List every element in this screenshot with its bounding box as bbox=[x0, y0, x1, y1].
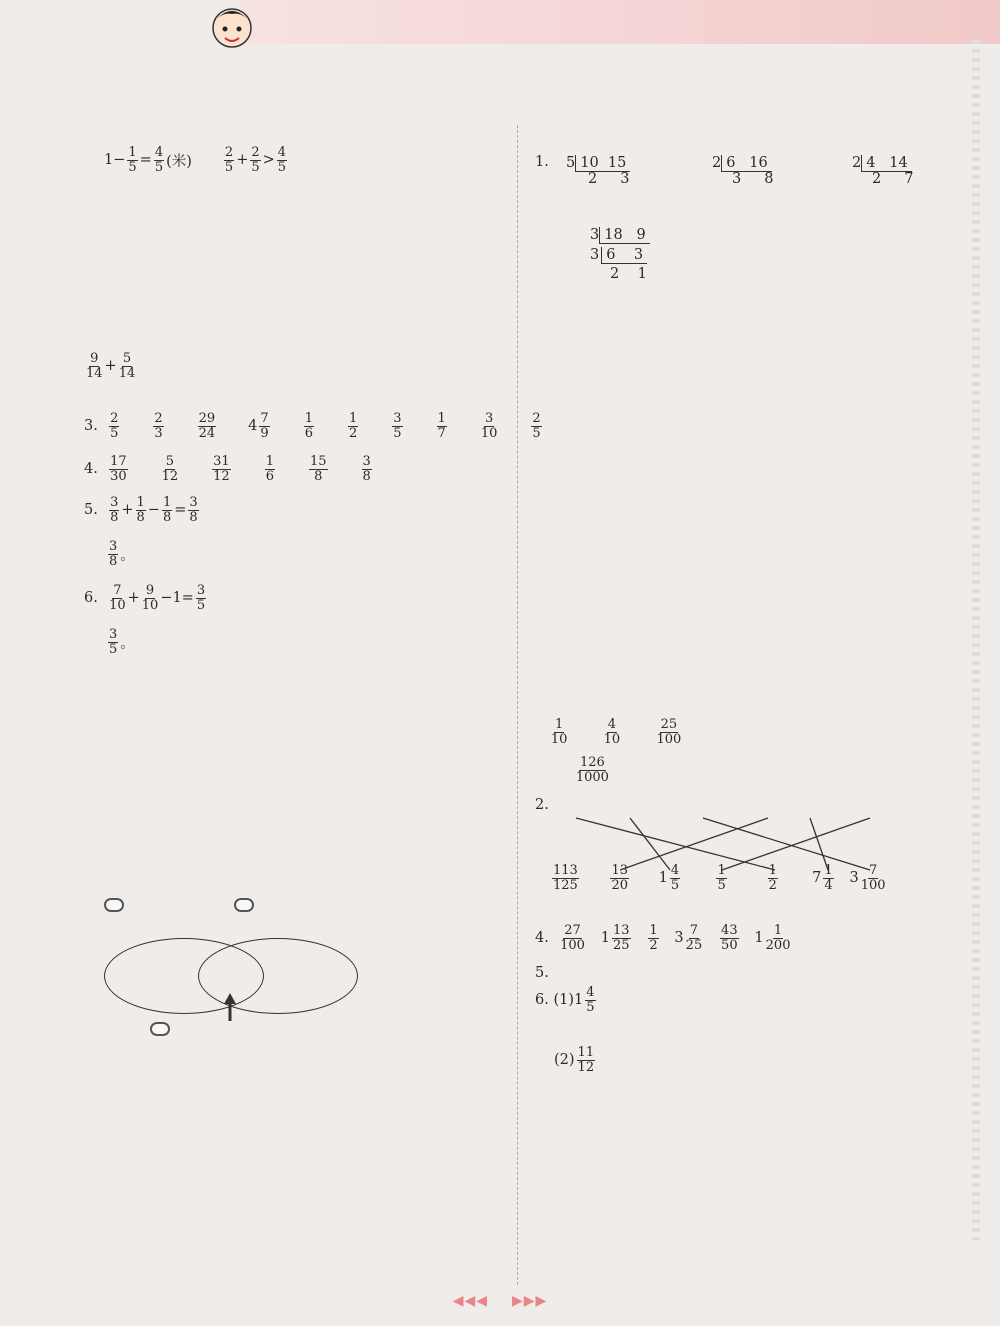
answer-6: 3 5 。 bbox=[109, 627, 135, 657]
question-6-2: (2) 11 12 bbox=[554, 1045, 595, 1075]
header-band bbox=[240, 0, 1000, 44]
question-1: 9 14 + 5 14 bbox=[86, 351, 136, 381]
question-3: 3. 2 5 2 3 29 24 4 7 9 1 6 1 2 3 5 1 7 3 10 2 5 bbox=[84, 411, 541, 441]
short-division: 5 10 15 2 3 bbox=[566, 155, 630, 187]
short-division: 2 4 14 2 7 bbox=[852, 155, 914, 187]
question-6: 6. 7 10 + 9 10 −1= 3 5 bbox=[84, 583, 206, 613]
mascot-icon bbox=[206, 2, 258, 60]
question-4: 4. 27 100 1 13 25 1 2 3 7 25 43 50 1 1 200 bbox=[535, 923, 791, 953]
label-box-common-multiples bbox=[150, 1022, 170, 1036]
label-box-multiples-6 bbox=[104, 898, 124, 912]
question-4: 4. 17 30 5 12 31 12 1 6 15 8 3 8 bbox=[84, 454, 371, 484]
next-arrows-icon: ▶▶▶ bbox=[512, 1292, 548, 1308]
short-division: 3 18 9 3 6 3 2 1 bbox=[590, 226, 650, 285]
question-6: 6. (1)1 4 5 bbox=[535, 985, 595, 1015]
formula-line: 1− 1 5 = 4 5 (米) 2 5 + 2 5 > 4 5 bbox=[104, 145, 287, 175]
answer-5: 3 8 。 bbox=[109, 539, 135, 569]
brand-header bbox=[0, 0, 1000, 62]
label-box-multiples-8 bbox=[234, 898, 254, 912]
question-1-cont: 126 1000 bbox=[575, 755, 609, 785]
question-1: 1 10 4 10 25 100 bbox=[550, 717, 682, 747]
question-5: 5. 3 8 + 1 8 − 1 8 = 3 8 bbox=[84, 495, 198, 525]
question-2: 2. bbox=[535, 797, 549, 813]
page-footer bbox=[0, 1290, 1000, 1310]
up-arrow-icon bbox=[222, 992, 238, 1022]
short-division: 2 6 16 3 8 bbox=[712, 155, 774, 187]
question-1: 1. bbox=[535, 154, 549, 170]
page-edge-dots bbox=[972, 40, 980, 1240]
question-5: 5. bbox=[535, 965, 559, 981]
matching-bottom-row: 113 125 13 20 1 4 5 1 5 1 2 7 1 4 3 7 100 bbox=[553, 863, 886, 893]
column-divider bbox=[517, 125, 518, 1285]
prev-arrows-icon: ◀◀◀ bbox=[452, 1292, 488, 1308]
